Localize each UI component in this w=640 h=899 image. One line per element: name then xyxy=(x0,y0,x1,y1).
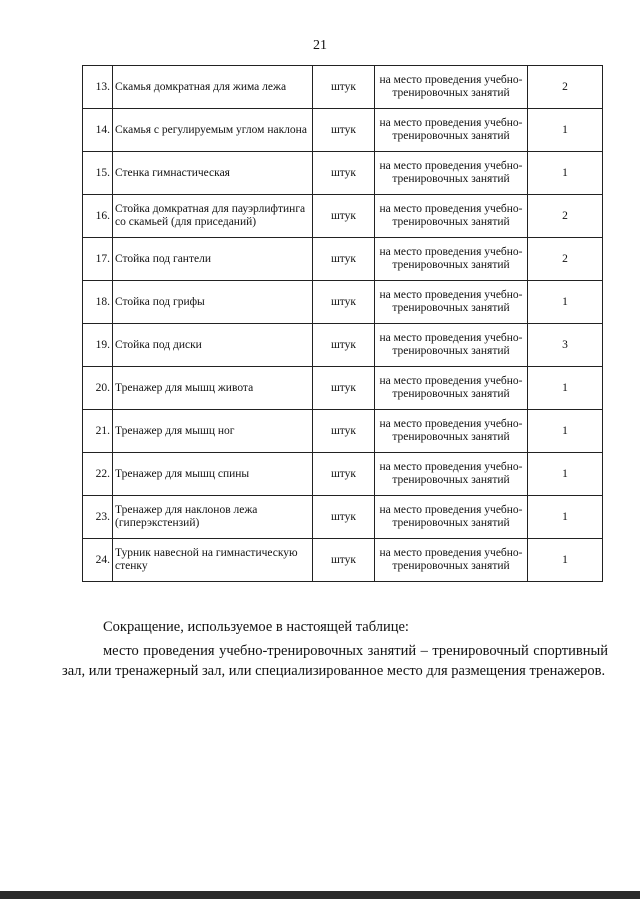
table-row xyxy=(83,281,603,324)
unit-of-measure-cell: штук xyxy=(313,410,375,453)
issue-place-cell: на место проведения учебно-тренировочных занятий xyxy=(375,195,528,238)
unit-of-measure-cell: штук xyxy=(313,152,375,195)
row-number-cell: 16. xyxy=(83,195,113,238)
equipment-name-cell: Стенка гимнастическая xyxy=(113,152,313,195)
quantity-cell: 1 xyxy=(528,152,603,195)
row-number-cell: 19. xyxy=(83,324,113,367)
equipment-table xyxy=(82,65,603,582)
unit-of-measure-cell: штук xyxy=(313,367,375,410)
row-number-cell: 13. xyxy=(83,66,113,109)
unit-of-measure-cell: штук xyxy=(313,281,375,324)
quantity-cell: 1 xyxy=(528,453,603,496)
table-row xyxy=(83,109,603,152)
issue-place-cell: на место проведения учебно-тренировочных занятий xyxy=(375,66,528,109)
table-row xyxy=(83,238,603,281)
scan-edge xyxy=(0,891,640,899)
page-number: 21 xyxy=(313,38,327,53)
unit-of-measure-cell: штук xyxy=(313,539,375,582)
row-number-cell: 24. xyxy=(83,539,113,582)
equipment-name-cell: Тренажер для мышц спины xyxy=(113,453,313,496)
quantity-cell: 1 xyxy=(528,109,603,152)
unit-of-measure-cell: штук xyxy=(313,195,375,238)
table-row xyxy=(83,324,603,367)
equipment-name-cell: Тренажер для мышц живота xyxy=(113,367,313,410)
equipment-name-cell: Скамья домкратная для жима лежа xyxy=(113,66,313,109)
row-number-cell: 20. xyxy=(83,367,113,410)
quantity-cell: 1 xyxy=(528,496,603,539)
table-row xyxy=(83,539,603,582)
table-row xyxy=(83,152,603,195)
unit-of-measure-cell: штук xyxy=(313,109,375,152)
equipment-name-cell: Стойка под грифы xyxy=(113,281,313,324)
quantity-cell: 1 xyxy=(528,367,603,410)
row-number-cell: 17. xyxy=(83,238,113,281)
abbreviation-definition: место проведения учебно-тренировочных занятий – тренировочный спортивный зал, или тренажерный зал, или специализированное место для размещения тренажеров. xyxy=(62,643,608,679)
table-row xyxy=(83,410,603,453)
equipment-name-cell: Турник навесной на гимнастическую стенку xyxy=(113,539,313,582)
table-row xyxy=(83,66,603,109)
quantity-cell: 1 xyxy=(528,281,603,324)
issue-place-cell: на место проведения учебно-тренировочных занятий xyxy=(375,496,528,539)
issue-place-cell: на место проведения учебно-тренировочных занятий xyxy=(375,281,528,324)
equipment-name-cell: Стойка домкратная для пауэрлифтинга со скамьей (для приседаний) xyxy=(113,195,313,238)
row-number-cell: 14. xyxy=(83,109,113,152)
quantity-cell: 1 xyxy=(528,539,603,582)
issue-place-cell: на место проведения учебно-тренировочных занятий xyxy=(375,109,528,152)
equipment-name-cell: Стойка под гантели xyxy=(113,238,313,281)
row-number-cell: 21. xyxy=(83,410,113,453)
unit-of-measure-cell: штук xyxy=(313,496,375,539)
equipment-name-cell: Тренажер для мышц ног xyxy=(113,410,313,453)
issue-place-cell: на место проведения учебно-тренировочных занятий xyxy=(375,453,528,496)
issue-place-cell: на место проведения учебно-тренировочных занятий xyxy=(375,238,528,281)
unit-of-measure-cell: штук xyxy=(313,453,375,496)
unit-of-measure-cell: штук xyxy=(313,324,375,367)
quantity-cell: 2 xyxy=(528,66,603,109)
table-row xyxy=(83,496,603,539)
unit-of-measure-cell: штук xyxy=(313,238,375,281)
quantity-cell: 3 xyxy=(528,324,603,367)
quantity-cell: 1 xyxy=(528,410,603,453)
issue-place-cell: на место проведения учебно-тренировочных занятий xyxy=(375,152,528,195)
table-row xyxy=(83,195,603,238)
issue-place-cell: на место проведения учебно-тренировочных занятий xyxy=(375,367,528,410)
issue-place-cell: на место проведения учебно-тренировочных занятий xyxy=(375,539,528,582)
quantity-cell: 2 xyxy=(528,195,603,238)
row-number-cell: 15. xyxy=(83,152,113,195)
equipment-name-cell: Тренажер для наклонов лежа (гиперэкстензий) xyxy=(113,496,313,539)
equipment-name-cell: Скамья с регулируемым углом наклона xyxy=(113,109,313,152)
quantity-cell: 2 xyxy=(528,238,603,281)
row-number-cell: 22. xyxy=(83,453,113,496)
table-row xyxy=(83,453,603,496)
unit-of-measure-cell: штук xyxy=(313,66,375,109)
issue-place-cell: на место проведения учебно-тренировочных занятий xyxy=(375,410,528,453)
issue-place-cell: на место проведения учебно-тренировочных занятий xyxy=(375,324,528,367)
abbreviation-heading: Сокращение, используемое в настоящей таблице: xyxy=(103,619,409,635)
table-row xyxy=(83,367,603,410)
row-number-cell: 18. xyxy=(83,281,113,324)
equipment-name-cell: Стойка под диски xyxy=(113,324,313,367)
row-number-cell: 23. xyxy=(83,496,113,539)
